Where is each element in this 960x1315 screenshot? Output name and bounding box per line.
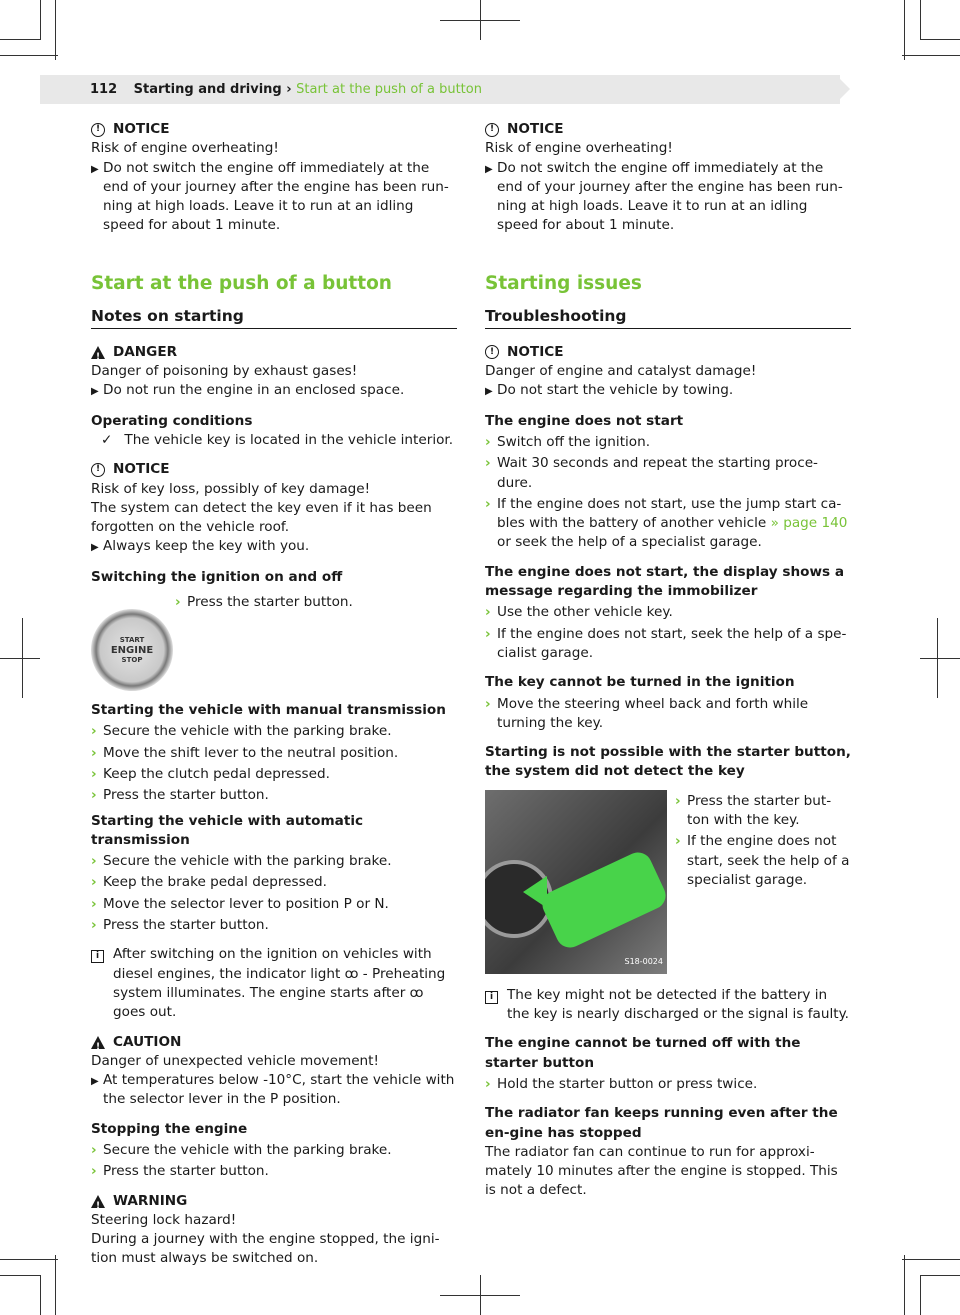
- info-text: After switching on the ignition on vehicles with diesel engines, the indicator light ꝏ - Preheating system illuminates. The engine starts after ꝏ goes out.: [113, 946, 446, 1021]
- step-item: If the engine does not start, use the jump start ca-bles with the battery of another vehicle: [497, 495, 842, 532]
- button-label-bottom: STOP: [121, 655, 143, 664]
- step-item: Keep the brake pedal depressed.: [103, 874, 327, 891]
- bullet-triangle-icon: ▶: [91, 163, 99, 175]
- info-note: [91, 945, 457, 1022]
- warning-box: [91, 1192, 457, 1269]
- step-item: Use the other vehicle key.: [497, 604, 673, 621]
- left-column: [91, 120, 457, 1269]
- bullet-triangle-icon: ▶: [91, 1076, 99, 1088]
- chevron-right-icon: ›: [485, 625, 491, 642]
- chevron-right-icon: ›: [91, 744, 97, 761]
- breadcrumb-section[interactable]: Start at the push of a button: [296, 82, 482, 97]
- chevron-right-icon: ›: [675, 792, 681, 809]
- image-code: S18-0024: [624, 957, 663, 967]
- notice-item: Always keep the key with you.: [103, 538, 310, 555]
- cannot-off-heading: The engine cannot be turned off with the starter button: [485, 1035, 801, 1071]
- warning-text: During a journey with the engine stopped, the igni-tion must always be switched on.: [91, 1231, 440, 1267]
- caution-item: At temperatures below -10°C, start the vehicle with the selector lever in the P position.: [103, 1072, 455, 1108]
- notice-text: Risk of engine overheating!: [91, 140, 279, 157]
- chevron-right-icon: ›: [485, 495, 491, 512]
- notice-icon: !: [91, 463, 105, 477]
- step-item: Wait 30 seconds and repeat the starting proce-dure.: [497, 455, 818, 491]
- step-item: If the engine does not start, seek the help of a spe-cialist garage.: [497, 625, 847, 661]
- section-title: Starting issues: [485, 272, 642, 294]
- fan-text: The radiator fan can continue to run for approxi-mately 10 minutes after the engine is stopped. This is not a defect.: [485, 1143, 838, 1199]
- notice-box: [91, 120, 457, 236]
- step-item: Press the starter button.: [103, 917, 269, 934]
- step-item: Move the steering wheel back and forth while turning the key.: [497, 695, 809, 731]
- notice-text: The system can detect the key even if it has been forgotten on the vehicle roof.: [91, 499, 432, 536]
- warning-title: WARNING: [113, 1192, 188, 1209]
- step-item: Press the starter button.: [103, 1163, 269, 1180]
- notice-box: [485, 343, 851, 402]
- subsection-title: Troubleshooting: [485, 306, 851, 329]
- chevron-right-icon: ›: [91, 1163, 97, 1180]
- chevron-right-icon: ›: [91, 917, 97, 934]
- switching-heading: Switching the ignition on and off: [91, 568, 343, 585]
- step-item: Secure the vehicle with the parking brake.: [103, 1141, 392, 1158]
- notice-text: Risk of key loss, possibly of key damage!: [91, 480, 371, 497]
- subsection-title: Notes on starting: [91, 306, 457, 329]
- chevron-right-icon: ›: [675, 833, 681, 850]
- page-number: 112: [90, 82, 118, 97]
- info-icon: i: [91, 950, 104, 963]
- chevron-right-icon: ›: [91, 765, 97, 782]
- immobilizer-heading: The engine does not start, the display shows a message regarding the immobilizer: [485, 563, 845, 600]
- notice-icon: !: [485, 123, 499, 137]
- chevron-right-icon: ›: [485, 1075, 491, 1092]
- chevron-right-icon: ›: [485, 695, 491, 712]
- notice-title: NOTICE: [113, 121, 170, 137]
- manual-heading: Starting the vehicle with manual transmission: [91, 702, 446, 719]
- step-item: Hold the starter button or press twice.: [497, 1075, 758, 1092]
- danger-box: [91, 343, 457, 402]
- chevron-right-icon: ›: [485, 433, 491, 450]
- step-item: Press the starter button.: [103, 787, 269, 804]
- notice-icon: !: [91, 123, 105, 137]
- caution-icon: [91, 1036, 105, 1049]
- bullet-triangle-icon: ▶: [485, 163, 493, 175]
- notice-text: Risk of engine overheating!: [485, 140, 673, 157]
- notice-title: NOTICE: [507, 343, 564, 360]
- chevron-right-icon: ›: [91, 723, 97, 740]
- start-engine-button-image: [91, 609, 173, 691]
- page-link[interactable]: » page 140: [770, 515, 848, 532]
- notice-item: Do not switch the engine off immediately at the end of your journey after the engine has been run-ning at high loads. Leave it to run at an idling speed for about 1 minute.: [497, 159, 843, 234]
- key-fob-photo: [485, 790, 667, 974]
- key-turn-heading: The key cannot be turned in the ignition: [485, 674, 795, 691]
- warning-text: Steering lock hazard!: [91, 1211, 237, 1228]
- automatic-heading: Starting the vehicle with automatic transmission: [91, 812, 364, 848]
- step-item: Secure the vehicle with the parking brake.: [103, 853, 392, 870]
- danger-item: Do not run the engine in an enclosed space.: [103, 382, 405, 399]
- breadcrumb: [90, 82, 482, 97]
- step-item: Keep the clutch pedal depressed.: [103, 765, 330, 782]
- caution-text: Danger of unexpected vehicle movement!: [91, 1052, 379, 1069]
- bullet-triangle-icon: ▶: [485, 386, 493, 398]
- notice-box: [91, 460, 457, 557]
- notice-box: [485, 120, 851, 236]
- warning-icon: [91, 1195, 105, 1208]
- chevron-right-icon: ›: [175, 594, 181, 611]
- step-item: Move the shift lever to the neutral position.: [103, 744, 399, 761]
- step-item: Switch off the ignition.: [497, 433, 651, 450]
- fan-heading: The radiator fan keeps running even after the en-gine has stopped: [485, 1105, 838, 1141]
- operating-conditions-heading: Operating conditions: [91, 412, 253, 429]
- notice-item: Do not switch the engine off immediately at the end of your journey after the engine has been run-ning at high loads. Leave it to run at an idling speed for about 1 minute.: [103, 159, 449, 234]
- info-text: The key might not be detected if the battery in the key is nearly discharged or the signal is faulty.: [507, 986, 849, 1023]
- caution-box: [91, 1033, 457, 1110]
- button-label-top: START: [119, 635, 145, 644]
- danger-title: DANGER: [113, 343, 178, 360]
- chevron-right-icon: ›: [91, 895, 97, 912]
- notice-icon: !: [485, 345, 499, 359]
- step-item: Secure the vehicle with the parking brake.: [103, 723, 392, 740]
- danger-icon: [91, 346, 105, 359]
- section-title: Start at the push of a button: [91, 272, 392, 294]
- notice-item: Do not start the vehicle by towing.: [497, 382, 734, 399]
- chevron-right-icon: ›: [485, 455, 491, 472]
- bullet-triangle-icon: ▶: [91, 542, 99, 554]
- chevron-right-icon: ›: [91, 787, 97, 804]
- step-item: If the engine does not start, seek the help of a specialist garage.: [687, 833, 850, 888]
- stopping-heading: Stopping the engine: [91, 1120, 248, 1137]
- right-column: [485, 120, 851, 1201]
- notice-title: NOTICE: [113, 461, 170, 478]
- chevron-right-icon: ›: [485, 604, 491, 621]
- key-fob-shape: [538, 848, 667, 952]
- chevron-right-icon: ›: [91, 853, 97, 870]
- chevron-right-icon: ›: [91, 1141, 97, 1158]
- notice-text: Danger of engine and catalyst damage!: [485, 363, 757, 380]
- no-detect-heading: Starting is not possible with the starter button, the system did not detect the key: [485, 744, 851, 780]
- breadcrumb-chapter[interactable]: Starting and driving: [133, 82, 282, 97]
- info-icon: i: [485, 991, 498, 1004]
- button-label-mid: ENGINE: [110, 644, 154, 656]
- info-note: [485, 986, 851, 1025]
- no-start-heading: The engine does not start: [485, 412, 684, 429]
- danger-text: Danger of poisoning by exhaust gases!: [91, 363, 358, 380]
- checkmark-icon: ✓: [101, 431, 113, 448]
- breadcrumb-separator: ›: [286, 82, 292, 97]
- chevron-right-icon: ›: [91, 874, 97, 891]
- condition-item: The vehicle key is located in the vehicle interior.: [124, 431, 454, 448]
- notice-title: NOTICE: [507, 121, 564, 137]
- header-arrow: [836, 75, 850, 103]
- bullet-triangle-icon: ▶: [91, 386, 99, 398]
- step-item: Move the selector lever to position P or N.: [103, 895, 389, 912]
- step-item: Press the starter button.: [187, 594, 353, 611]
- step-item: or seek the help of a specialist garage.: [497, 534, 762, 551]
- caution-title: CAUTION: [113, 1033, 182, 1050]
- step-item: Press the starter but-ton with the key.: [687, 792, 832, 829]
